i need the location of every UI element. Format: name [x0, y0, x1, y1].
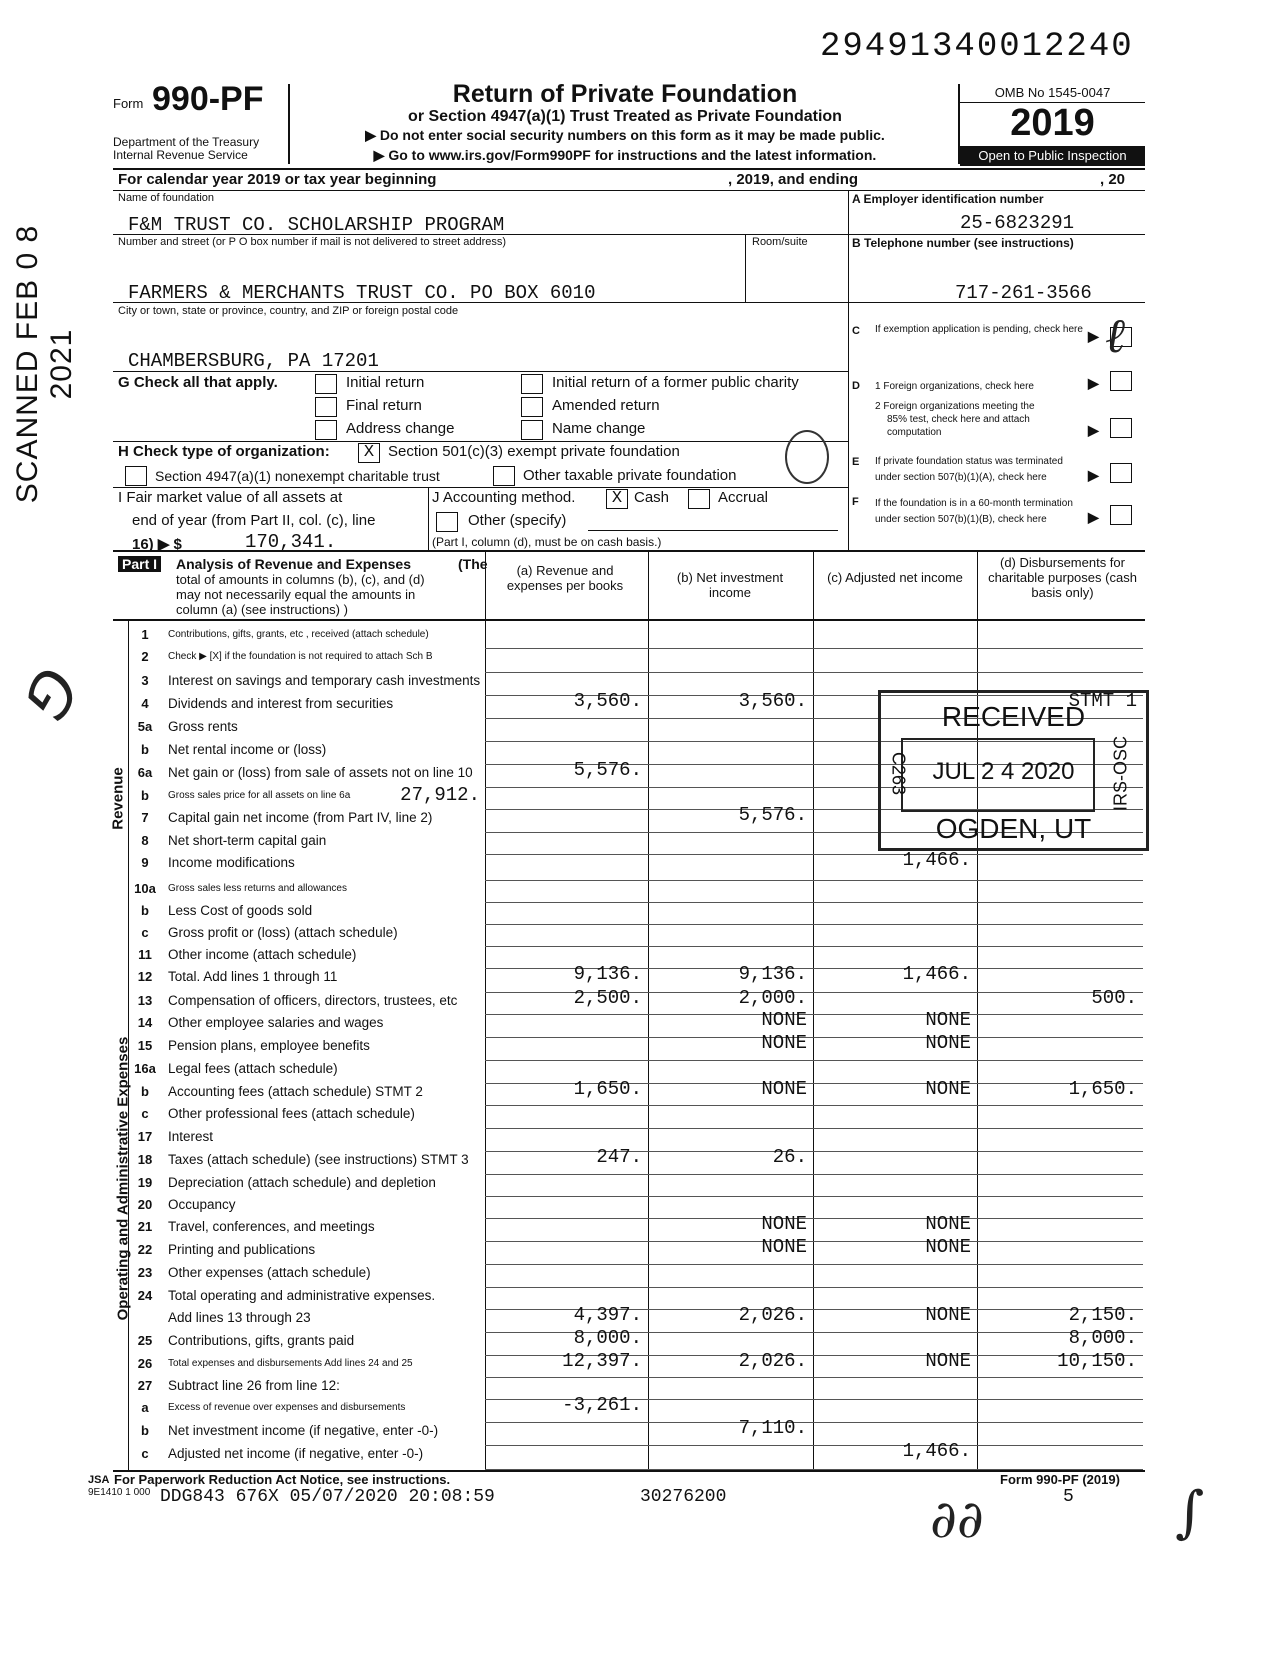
- document-locator-number: 29491340012240: [820, 28, 1134, 66]
- accounting-method-label: J Accounting method.: [432, 489, 576, 506]
- foundation-name: F&M TRUST CO. SCHOLARSHIP PROGRAM: [128, 214, 505, 236]
- col-a-value: 2,500.: [573, 987, 642, 1009]
- line-number: b: [141, 903, 149, 918]
- city-state-zip: CHAMBERSBURG, PA 17201: [128, 350, 379, 372]
- line-label: Contributions, gifts, grants paid: [168, 1333, 355, 1348]
- col-a-header: (a) Revenue and expenses per books: [506, 563, 624, 593]
- part1-tag: Part I: [118, 556, 161, 572]
- form-title: Return of Private Foundation: [452, 80, 798, 108]
- col-a-value: 5,576.: [573, 759, 642, 781]
- line-label: Net rental income or (loss): [168, 742, 327, 757]
- page-number: 5: [1063, 1487, 1074, 1507]
- line-label: Pension plans, employee benefits: [168, 1038, 370, 1053]
- col-b-value: 7,110.: [738, 1417, 807, 1439]
- handwritten-scribble: ∫: [1175, 1480, 1205, 1545]
- handwritten-initials: ⅁: [11, 657, 96, 733]
- cash-checkbox[interactable]: X: [606, 489, 628, 509]
- accrual-checkbox[interactable]: [688, 489, 710, 509]
- col-d-value: STMT 1: [1068, 690, 1137, 712]
- city-label: City or town, state or province, country, and ZIP or foreign postal code: [118, 305, 459, 317]
- foreign-85-label: computation: [887, 427, 942, 438]
- line-number: b: [141, 1084, 149, 1099]
- line-label: Interest on savings and temporary cash investments: [168, 673, 481, 688]
- col-c-value: NONE: [925, 1304, 971, 1326]
- scanned-stamp: SCANNED FEB 0 8 2021: [11, 224, 78, 504]
- foreign-85-checkbox[interactable]: [1110, 418, 1132, 438]
- amended-return-checkbox[interactable]: [521, 397, 543, 417]
- col-c-value: NONE: [925, 1236, 971, 1258]
- line-number: 26: [137, 1356, 153, 1371]
- col-b-value: 2,026.: [738, 1304, 807, 1326]
- name-change-checkbox[interactable]: [521, 420, 543, 440]
- col-b-value: 2,026.: [738, 1350, 807, 1372]
- col-d-value: 500.: [1091, 987, 1137, 1009]
- ein-value: 25-6823291: [960, 212, 1075, 234]
- part1-title: Analysis of Revenue and Expenses: [176, 556, 411, 572]
- line-number: 23: [137, 1265, 153, 1280]
- ssn-notice: ▶ Do not enter social security numbers on this form as it may be made public.: [365, 127, 885, 143]
- revenue-side-label: Revenue: [109, 767, 127, 830]
- line-label: Interest: [168, 1129, 214, 1144]
- line-label: Other income (attach schedule): [168, 947, 357, 962]
- ein-label: A Employer identification number: [852, 192, 1044, 206]
- g-label: G Check all that apply.: [118, 374, 278, 391]
- line-number: 14: [137, 1015, 153, 1030]
- col-b-value: 5,576.: [738, 804, 807, 826]
- line-label: Income modifications: [168, 855, 295, 870]
- calendar-ending-label: , 2019, and ending: [728, 171, 859, 188]
- line-label: Net investment income (if negative, enter -0-): [168, 1423, 439, 1438]
- final-return-checkbox[interactable]: [315, 397, 337, 417]
- col-c-header: (c) Adjusted net income: [827, 570, 963, 585]
- line-number: 16a: [134, 1061, 156, 1076]
- line-label: Dividends and interest from securities: [168, 696, 394, 711]
- col-a-value: 9,136.: [573, 963, 642, 985]
- col-c-value: NONE: [925, 1032, 971, 1054]
- col-a-value: 247.: [596, 1146, 642, 1168]
- phone-label: B Telephone number (see instructions): [852, 236, 1074, 250]
- handwritten-circle: [785, 430, 829, 484]
- line-label: Contributions, gifts, grants, etc , received (attach schedule): [168, 629, 429, 640]
- line-number: 15: [137, 1038, 153, 1053]
- line-number: 4: [141, 696, 149, 711]
- col-a-value: 12,397.: [562, 1350, 642, 1372]
- line-number: 2: [141, 649, 149, 664]
- line-number: 3: [141, 673, 149, 688]
- col-c-value: NONE: [925, 1213, 971, 1235]
- line-label: Total expenses and disbursements Add lines 24 and 25: [168, 1358, 413, 1369]
- line-label: Less Cost of goods sold: [168, 903, 313, 918]
- phone-value: 717-261-3566: [955, 282, 1092, 304]
- col-a-value: 4,397.: [573, 1304, 642, 1326]
- line-number: b: [141, 1423, 149, 1438]
- room-suite-label: Room/suite: [752, 236, 808, 248]
- line-number: c: [141, 925, 149, 940]
- batch-stamp: DDG843 676X 05/07/2020 20:08:59: [160, 1487, 495, 1507]
- terminated-a-label: under section 507(b)(1)(A), check here: [875, 472, 1047, 483]
- foreign-org-checkbox[interactable]: [1110, 371, 1132, 391]
- col-a-value: 8,000.: [573, 1327, 642, 1349]
- h-label: H Check type of organization:: [118, 443, 330, 460]
- line-label: Taxes (attach schedule) (see instructions) STMT 3: [168, 1152, 469, 1167]
- line-label: Other employee salaries and wages: [168, 1015, 384, 1030]
- line-number: 6a: [137, 765, 153, 780]
- col-a-value: -3,261.: [562, 1394, 642, 1416]
- col-b-header: (b) Net investment income: [676, 570, 784, 600]
- line-number: 1: [141, 627, 149, 642]
- col-d-value: 8,000.: [1068, 1327, 1137, 1349]
- col-a-value: 1,650.: [573, 1078, 642, 1100]
- line-number: 11: [138, 947, 152, 962]
- col-b-value: 2,000.: [738, 987, 807, 1009]
- exemption-pending-label: If exemption application is pending, check here: [875, 324, 1083, 335]
- col-b-value: 26.: [772, 1146, 807, 1168]
- line-label: Other expenses (attach schedule): [168, 1265, 371, 1280]
- 501c3-checkbox[interactable]: X: [358, 443, 380, 463]
- line-label: Travel, conferences, and meetings: [168, 1219, 375, 1234]
- line-label: Net gain or (loss) from sale of assets not on line 10: [168, 765, 473, 780]
- line-number: 9: [141, 855, 149, 870]
- line-number: 20: [137, 1197, 153, 1212]
- line-number: c: [141, 1446, 149, 1461]
- col-b-value: NONE: [761, 1032, 807, 1054]
- col-c-value: NONE: [925, 1009, 971, 1031]
- tax-year: 2019: [1010, 102, 1095, 144]
- line-label: Gross sales price for all assets on line 6a: [168, 790, 351, 801]
- line-number: 12: [137, 969, 153, 984]
- other-method-checkbox[interactable]: [436, 512, 458, 532]
- address-change-checkbox[interactable]: [315, 420, 337, 440]
- line-number: 8: [141, 833, 149, 848]
- line-number: b: [141, 788, 149, 803]
- col-c-value: 1,466.: [902, 849, 971, 871]
- foreign-org-label: 1 Foreign organizations, check here: [875, 381, 1034, 392]
- line-label: Compensation of officers, directors, trustees, etc: [168, 993, 458, 1008]
- handwritten-mark: ℓ: [1105, 308, 1125, 364]
- line-number: 7: [141, 810, 149, 825]
- calendar-end-year: , 20: [1100, 171, 1126, 188]
- col-c-value: 1,466.: [902, 1440, 971, 1462]
- col-b-value: NONE: [761, 1236, 807, 1258]
- col-c-value: NONE: [925, 1078, 971, 1100]
- initial-return-checkbox[interactable]: [315, 374, 337, 394]
- line-label: Net short-term capital gain: [168, 833, 327, 848]
- line-label: Depreciation (attach schedule) and depletion: [168, 1175, 436, 1190]
- line-label: Add lines 13 through 23: [168, 1310, 311, 1325]
- paperwork-notice: For Paperwork Reduction Act Notice, see instructions.: [114, 1472, 451, 1487]
- line-label: Total operating and administrative expenses.: [168, 1288, 436, 1303]
- terminated-a-checkbox[interactable]: [1110, 463, 1132, 483]
- line-number: b: [141, 742, 149, 757]
- line-label: Gross sales less returns and allowances: [168, 883, 347, 894]
- line-label: Gross profit or (loss) (attach schedule): [168, 925, 398, 940]
- line-label: Excess of revenue over expenses and disbursements: [168, 1402, 406, 1413]
- line-label: Occupancy: [168, 1197, 236, 1212]
- line-number: 13: [137, 993, 153, 1008]
- line-number: 10a: [134, 881, 156, 896]
- col-a-value: 3,560.: [573, 690, 642, 712]
- fair-market-value: 170,341.: [245, 531, 337, 553]
- received-stamp: RECEIVED JUL 2 4 2020 C263 IRS-OSC OGDEN, UT: [878, 690, 1149, 851]
- gross-sales-value: 27,912.: [400, 784, 480, 806]
- line-number: 21: [137, 1219, 153, 1234]
- col-b-value: 3,560.: [738, 690, 807, 712]
- line-label: Adjusted net income (if negative, enter -0-): [168, 1446, 424, 1461]
- line-label: Other professional fees (attach schedule): [168, 1106, 415, 1121]
- col-b-value: 9,136.: [738, 963, 807, 985]
- col-c-value: 1,466.: [902, 963, 971, 985]
- line-number: 22: [137, 1242, 153, 1257]
- street-address: FARMERS & MERCHANTS TRUST CO. PO BOX 6010: [128, 282, 596, 304]
- termination-b-checkbox[interactable]: [1110, 505, 1132, 525]
- line-number: c: [141, 1106, 149, 1121]
- line-number: 17: [137, 1129, 153, 1144]
- col-b-value: NONE: [761, 1009, 807, 1031]
- line-label: Total. Add lines 1 through 11: [168, 969, 338, 984]
- handwritten-signature: ∂∂: [930, 1490, 984, 1550]
- col-b-value: NONE: [761, 1213, 807, 1235]
- line-label: Capital gain net income (from Part IV, line 2): [168, 810, 433, 825]
- calendar-year-label: For calendar year 2019 or tax year beginning: [118, 171, 437, 188]
- form-number: 990-PF: [152, 80, 264, 118]
- instructions-link[interactable]: ▶ Go to www.irs.gov/Form990PF for instructions and the latest information.: [373, 147, 877, 163]
- col-c-value: NONE: [925, 1350, 971, 1372]
- form-subtitle: or Section 4947(a)(1) Trust Treated as Private Foundation: [408, 108, 842, 125]
- other-taxable-checkbox[interactable]: [493, 466, 515, 486]
- termination-b-label: under section 507(b)(1)(B), check here: [875, 514, 1047, 525]
- line-number: 18: [137, 1152, 153, 1167]
- initial-former-checkbox[interactable]: [521, 374, 543, 394]
- expenses-side-label: Operating and Administrative Expenses: [114, 1036, 132, 1321]
- line-label: Accounting fees (attach schedule) STMT 2: [168, 1084, 423, 1099]
- omb-number: OMB No 1545-0047: [994, 85, 1111, 100]
- batch-number: 30276200: [640, 1487, 727, 1507]
- line-number: a: [141, 1400, 149, 1415]
- col-d-value: 10,150.: [1057, 1350, 1137, 1372]
- form-footer: Form 990-PF (2019): [1000, 1472, 1120, 1487]
- form-label: Form: [113, 96, 144, 111]
- col-d-value: 1,650.: [1068, 1078, 1137, 1100]
- line-number: 24: [137, 1288, 153, 1303]
- line-label: Gross rents: [168, 719, 238, 734]
- line-label: Check ▶ [X] if the foundation is not required to attach Sch B: [168, 651, 433, 662]
- department: Department of the Treasury: [113, 135, 260, 149]
- col-d-value: 2,150.: [1068, 1304, 1137, 1326]
- 4947-checkbox[interactable]: [125, 466, 147, 486]
- street-label: Number and street (or P O box number if mail is not delivered to street address): [118, 236, 507, 248]
- line-label: Printing and publications: [168, 1242, 316, 1257]
- agency: Internal Revenue Service: [113, 148, 248, 162]
- public-inspection-banner: Open to Public Inspection: [960, 146, 1145, 166]
- line-label: Legal fees (attach schedule): [168, 1061, 338, 1076]
- foundation-name-label: Name of foundation: [118, 192, 215, 204]
- line-number: 27: [137, 1378, 153, 1393]
- line-number: 5a: [137, 719, 153, 734]
- col-b-value: NONE: [761, 1078, 807, 1100]
- line-number: 19: [137, 1175, 153, 1190]
- col-d-header: (d) Disbursements for charitable purposes (cash basis only): [988, 555, 1137, 600]
- line-label: Subtract line 26 from line 12:: [168, 1378, 340, 1393]
- line-number: 25: [137, 1333, 153, 1348]
